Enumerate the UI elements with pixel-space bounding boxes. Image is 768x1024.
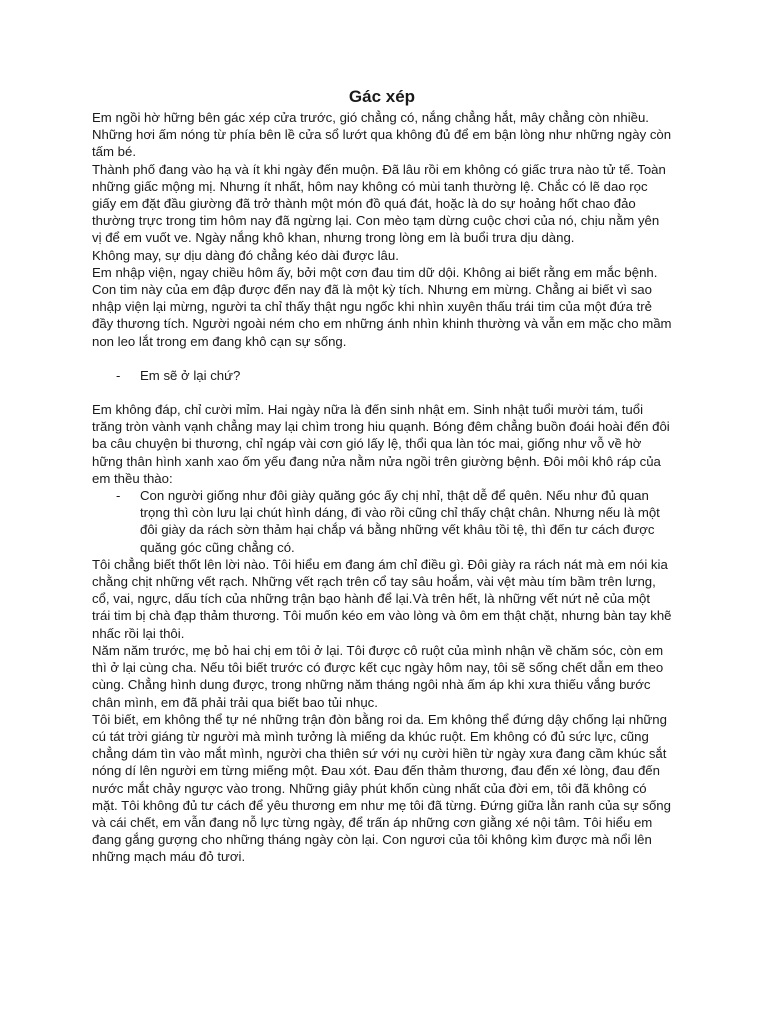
paragraph: Không may, sự dịu dàng đó chẳng kéo dài được lâu. [92, 247, 399, 263]
blank-line [92, 350, 672, 367]
dash-marker: - [116, 488, 121, 504]
document-page [92, 86, 672, 866]
paragraph: Em không đáp, chỉ cười mỉm. Hai ngày nữa là đến sinh nhật em. Sinh nhật tuổi mười tám, tuổi trăng tròn vành vạnh chẳng may lại chìm trong hiu quạnh. Bóng đêm chẳng buồn đoái hoài đến đôi ba câu chuyện bi thương, chỉ ngáp vài cơn gió lấy lệ, thổi qua làn tóc mai, giống như vỗ về hờ hững thân hình xanh xao ốm yếu đang nửa nằm nửa ngồi trên giường bệnh. Đôi môi khô ráp của em thều thào: [92, 402, 670, 486]
paragraph: Em nhập viện, ngay chiều hôm ấy, bởi một cơn đau tim dữ dội. Không ai biết rằng em mắc bệnh. Con tim này của em đập được đến nay đã là một kỳ tích. Nhưng em mừng. Chẳng ai biết vì sao nhập viện lại mừng, người ta chỉ thấy thật ngu ngốc khi nhìn xuyên thấu trái tim của một đứa trẻ đầy thương tích. Người ngoài ném cho em những ánh nhìn khinh thường và vẫn em mặc cho mầm non leo lắt trong em đang khô cạn sự sống. [92, 264, 672, 349]
dash-marker: - [116, 367, 121, 383]
dialogue-text: Con người giống như đôi giày quăng góc ấy chị nhỉ, thật dễ để quên. Nếu như đủ quan trọng thì còn lưu lại chút hình dáng, đi vào rồi cũng chỉ thấy chật chân. Nhưng nếu là một đôi giày da rách sờn thảm hại chắp vá bằng những vết khâu tồi tệ, thì đến tư cách được quăng góc cũng chẳng có. [140, 488, 660, 555]
blank-line [92, 384, 672, 401]
paragraph: Tôi biết, em không thể tự né những trận đòn bằng roi da. Em không thể đứng dậy chống lại những cú tát trời giáng từ người mà mình tưởng là miếng da khúc ruột. Em không có đủ sức lực, cũng chẳng dám tìn vào mắt mình, người cha thiên sứ với nụ cười hiền từ ngày xưa đang cầm khúc sắt nóng dí lên người em từng miếng một. Đau xót. Đau đến thảm thương, đau đến xé lòng, đau đến nước mắt chảy ngược vào trong. Những giây phút khốn cùng nhất của đời em, tôi đã không có mặt. Tôi không đủ tư cách để yêu thương em như mẹ tôi đã từng. Đứng giữa lằn ranh của sự sống và cái chết, em vẫn đang nỗ lực từng ngày, để trấn áp những cơn giằng xé nội tâm. Tôi hiểu em đang gắng gượng cho những tháng ngày còn lại. Con ngươi của tôi không kìm được mà nổi lên những mạch máu đỏ tươi. [92, 711, 671, 865]
dialogue-line [92, 487, 672, 556]
dialogue-text: Em sẽ ở lại chứ? [140, 367, 241, 383]
paragraph: Em ngồi hờ hững bên gác xép cửa trước, gió chẳng có, nắng chẳng hắt, mây chẳng còn nhiều. Những hơi ấm nóng từ phía bên lề cửa sổ lướt qua không đủ để em bận lòng như những ngày còn tấm bé. [92, 110, 672, 160]
paragraph: Tôi chẳng biết thốt lên lời nào. Tôi hiểu em đang ám chỉ điều gì. Đôi giày ra rách nát mà em nói kia chằng chịt những vết rạch. Những vết rạch trên cổ tay sâu hoắm, vài vệt màu tím bầm trên lưng, cổ, vai, ngực, dấu tích của những trận bạo hành để lại.Và trên hết, là những vết nứt nẻ của một trái tim bị chà đạp thảm thương. Tôi muốn kéo em vào lòng và ôm em thật chặt, nhưng bàn tay khẽ nhấc rồi lại thôi. [92, 556, 672, 641]
paragraph: Thành phố đang vào hạ và ít khi ngày đến muộn. Đã lâu rồi em không có giấc trưa nào tử tế. Toàn những giấc mộng mị. Nhưng ít nhất, hôm nay không có mùi tanh thường lệ. Chắc có lẽ dao rọc giấy em đặt đầu giường đã trở thành một món đồ quá đát, hoặc là do sự hoảng hốt chao đảo thường trực trong tim hôm nay đã ngừng lại. Con mèo tạm dừng cuộc chơi của nó, chịu nằm yên vị để em vuốt ve. Ngày nắng khô khan, nhưng trong lòng em là buổi trưa dịu dàng. [92, 161, 666, 246]
paragraph: Năm năm trước, mẹ bỏ hai chị em tôi ở lại. Tôi được cô ruột của mình nhận về chăm sóc, còn em thì ở lại cùng cha. Nếu tôi biết trước có được kết cục ngày hôm nay, tôi sẽ sống chết dẫn em theo cùng. Chẳng hình dung được, trong những năm tháng ngôi nhà ấm áp khi xưa thiếu vắng bước chân mình, em đã phải trải qua biết bao tủi nhục. [92, 642, 664, 710]
document-title: Gác xép [348, 87, 416, 106]
dialogue-line [92, 367, 672, 384]
